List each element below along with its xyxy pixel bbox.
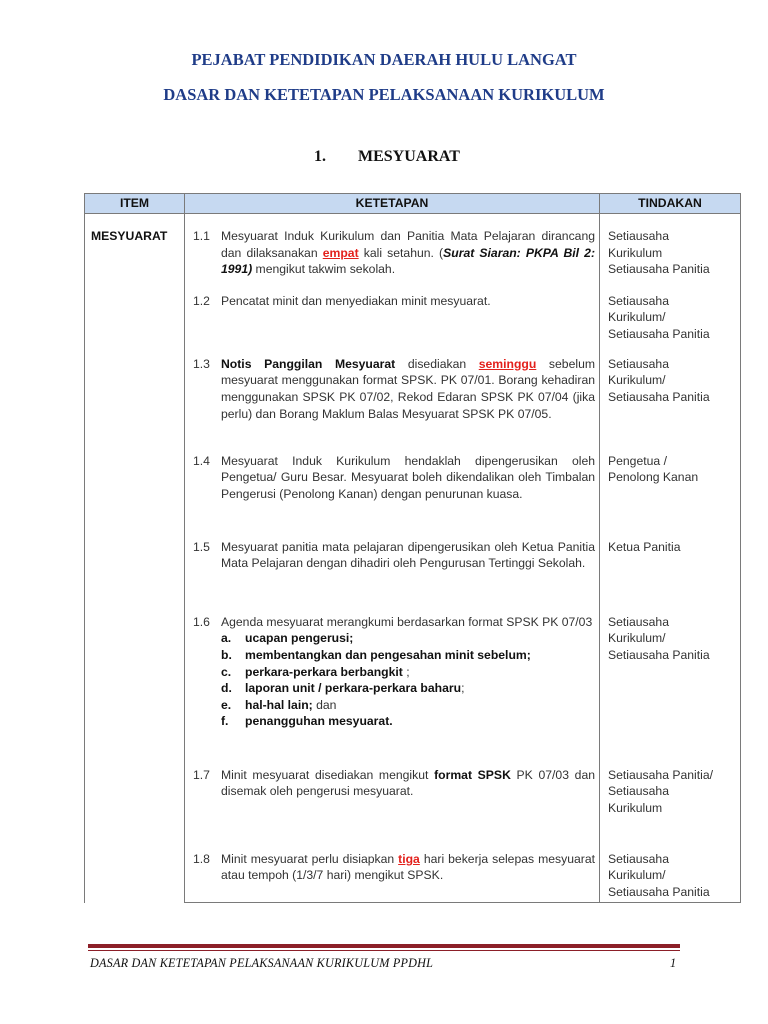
rule-text: Pencatat minit dan menyediakan minit mesyuarat. xyxy=(221,293,491,308)
rule-text: Mesyuarat Induk Kurikulum hendaklah dipengerusikan oleh Pengetua/ Guru Besar. Mesyuarat boleh dikendalikan oleh Timbalan Pengerusi (Penolong Kanan) dengan penurunan kuasa. xyxy=(221,453,595,501)
page-number: 1 xyxy=(670,956,677,970)
item-cell: MESYUARAT xyxy=(85,214,185,903)
ketetapan-cell xyxy=(185,849,600,903)
rule-number: 1.3 xyxy=(193,356,210,371)
rule-text: Minit mesyuarat perlu disiapkan tiga hari bekerja selepas mesyuarat atau tempoh (1/3/7 hari) mengikut SPSK. xyxy=(221,851,595,883)
tindakan-cell: Ketua Panitia xyxy=(600,537,741,612)
agenda-list xyxy=(221,630,595,730)
ketetapan-cell xyxy=(185,214,600,278)
rule-number: 1.6 xyxy=(193,614,210,629)
footer-title: DASAR DAN KETETAPAN PELAKSANAAN KURIKULUM PPDHL xyxy=(90,956,434,970)
column-header-tindakan: TINDAKAN xyxy=(600,194,741,214)
tindakan-cell: Setiausaha Kurikulum/ Setiausaha Panitia xyxy=(600,278,741,352)
document-title: PEJABAT PENDIDIKAN DAERAH HULU LANGAT xyxy=(191,50,577,69)
table-row xyxy=(85,214,741,278)
rule-number: 1.7 xyxy=(193,767,210,782)
highlight-frequency: empat xyxy=(322,245,359,260)
tindakan-cell: Setiausaha Kurikulum Setiausaha Panitia xyxy=(600,214,741,278)
column-header-item: ITEM xyxy=(85,194,185,214)
ketetapan-cell xyxy=(185,448,600,537)
rule-number: 1.4 xyxy=(193,453,210,468)
rule-number: 1.5 xyxy=(193,539,210,554)
section-heading xyxy=(314,148,460,166)
footer-rule xyxy=(88,944,680,948)
section-number: 1. xyxy=(314,148,326,165)
tindakan-cell: Pengetua / Penolong Kanan xyxy=(600,448,741,537)
circular-reference: Surat Siaran: PKPA Bil 2: 1991) xyxy=(221,245,596,277)
ketetapan-cell xyxy=(185,612,600,765)
highlight-notice-period: seminggu xyxy=(478,356,537,371)
list-item: d. laporan unit / perkara-perkara baharu; xyxy=(221,681,465,696)
ketetapan-cell xyxy=(185,352,600,448)
rule-text: Agenda mesyuarat merangkumi berdasarkan format SPSK PK 07/03 a. ucapan pengerusi; b. membentangkan dan pengesahan minit sebelum; c. perkara-perkara berbangkit ; d. laporan unit / perkara-perkara baharu; e. hal-hal lain; dan f. penangguhan mesyuarat. xyxy=(221,614,599,730)
highlight-deadline: tiga xyxy=(398,851,420,866)
column-header-ketetapan: KETETAPAN xyxy=(185,194,600,214)
rule-text: Mesyuarat Induk Kurikulum dan Panitia Mata Pelajaran dirancang dan dilaksanakan empat kali setahun. (Surat Siaran: PKPA Bil 2: 1991) mengikut takwim sekolah. xyxy=(221,229,596,277)
document-subtitle: DASAR DAN KETETAPAN PELAKSANAAN KURIKULUM xyxy=(163,85,605,104)
ketetapan-cell xyxy=(185,537,600,612)
rule-number: 1.2 xyxy=(193,293,210,308)
tindakan-cell: Setiausaha Panitia/ Setiausaha Kurikulum xyxy=(600,765,741,849)
ketetapan-cell xyxy=(185,278,600,352)
footer-rule-thin xyxy=(88,950,680,951)
rule-number: 1.1 xyxy=(193,229,210,243)
tindakan-cell: Setiausaha Kurikulum/ Setiausaha Panitia xyxy=(600,849,741,903)
rule-text: Notis Panggilan Mesyuarat disediakan seminggu sebelum mesyuarat menggunakan format SPSK. PK 07/01. Borang kehadiran menggunakan SPSK PK 07/02, Rekod Edaran SPSK PK 07/04 (jika perlu) dan Borang Maklum Balas Mesyuarat SPSK PK 07/05. xyxy=(221,356,595,421)
list-item: a. ucapan pengerusi; xyxy=(221,631,354,646)
rule-number: 1.8 xyxy=(193,851,210,866)
list-item: b. membentangkan dan pengesahan minit sebelum; xyxy=(221,647,531,662)
rule-text: Minit mesyuarat disediakan mengikut format SPSK PK 07/03 dan disemak oleh pengerusi mesyuarat. xyxy=(221,767,596,799)
tindakan-cell: Setiausaha Kurikulum/ Setiausaha Panitia xyxy=(600,352,741,448)
list-item: c. perkara-perkara berbangkit ; xyxy=(221,664,410,679)
policy-table xyxy=(84,193,741,903)
rule-text: Mesyuarat panitia mata pelajaran dipengerusikan oleh Ketua Panitia Mata Pelajaran dengan dihadiri oleh Pengurusan Tertinggi Sekolah. xyxy=(221,539,595,571)
list-item: e. hal-hal lain; dan xyxy=(221,697,337,712)
list-item: f. penangguhan mesyuarat. xyxy=(221,714,393,729)
table-header-row xyxy=(85,194,741,214)
tindakan-cell: Setiausaha Kurikulum/ Setiausaha Panitia xyxy=(600,612,741,765)
section-title: MESYUARAT xyxy=(358,148,460,165)
ketetapan-cell xyxy=(185,765,600,849)
